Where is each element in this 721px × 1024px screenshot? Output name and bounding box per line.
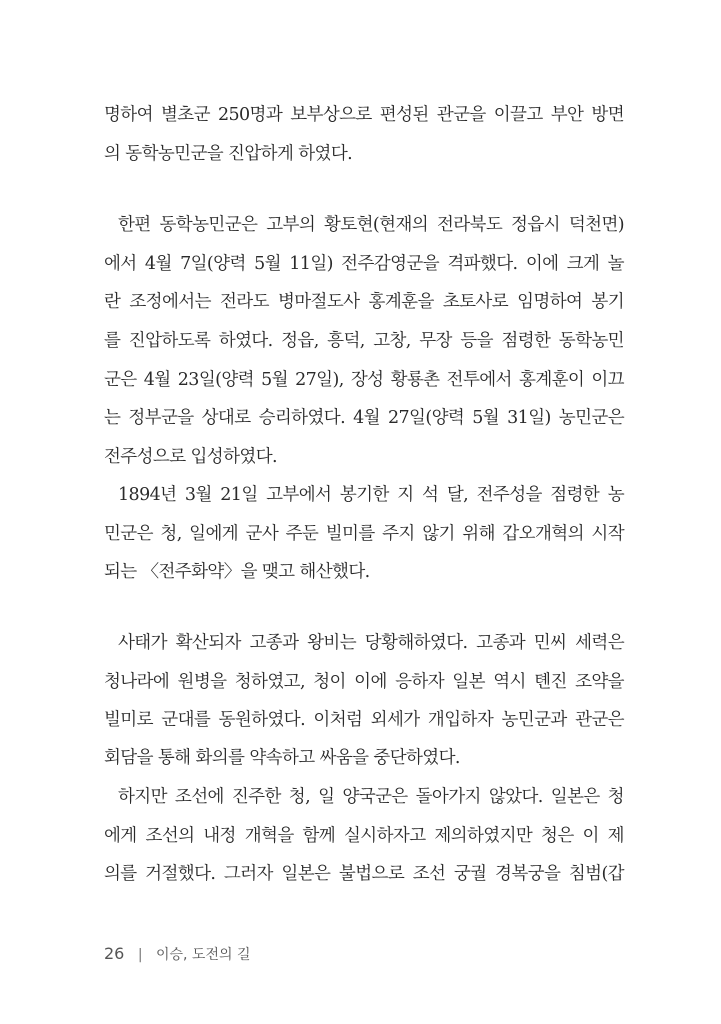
text-line: 명하여 별초군 250명과 보부상으로 편성된 관군을 이끌고 부안 방면 bbox=[104, 105, 624, 125]
text-line: 되는 〈전주화약〉을 맺고 해산했다. bbox=[104, 562, 370, 582]
text-line: 하지만 조선에 진주한 청, 일 양국군은 돌아가지 않았다. 일본은 청 bbox=[118, 787, 624, 807]
text-line: 에게 조선의 내정 개혁을 함께 실시하자고 제의하였지만 청은 이 제 bbox=[104, 826, 624, 846]
text-line: 군은 4월 23일(양력 5월 27일), 장성 황룡촌 전투에서 홍계훈이 이끄 bbox=[104, 370, 624, 390]
text-line: 를 진압하도록 하였다. 정읍, 흥덕, 고창, 무장 등을 점령한 동학농민 bbox=[104, 331, 624, 351]
text-line: 의를 거절했다. 그러자 일본은 불법으로 조선 궁궐 경복궁을 침범(갑 bbox=[104, 864, 624, 884]
text-line: 란 조정에서는 전라도 병마절도사 홍계훈을 초토사로 임명하여 봉기 bbox=[104, 292, 624, 312]
page-number: 26 bbox=[104, 944, 125, 963]
text-line: 청나라에 원병을 청하였고, 청이 이에 응하자 일본 역시 톈진 조약을 bbox=[104, 672, 624, 692]
text-line: 빌미로 군대를 동원하였다. 이처럼 외세가 개입하자 농민군과 관군은 bbox=[104, 710, 624, 730]
page-footer bbox=[104, 944, 250, 964]
text-line: 는 정부군을 상대로 승리하였다. 4월 27일(양력 5월 31일) 농민군은 bbox=[104, 408, 624, 428]
book-title: 이승, 도전의 길 bbox=[155, 947, 251, 963]
text-line: 1894년 3월 21일 고부에서 봉기한 지 석 달, 전주성을 점령한 농 bbox=[118, 485, 624, 505]
text-line: 의 동학농민군을 진압하게 하였다. bbox=[104, 144, 353, 164]
footer-separator: | bbox=[137, 947, 143, 963]
text-line: 사태가 확산되자 고종과 왕비는 당황해하였다. 고종과 민씨 세력은 bbox=[118, 633, 624, 653]
text-line: 회담을 통해 화의를 약속하고 싸움을 중단하였다. bbox=[104, 748, 460, 768]
text-line: 민군은 청, 일에게 군사 주둔 빌미를 주지 않기 위해 갑오개혁의 시작 bbox=[104, 524, 624, 544]
text-line: 에서 4월 7일(양력 5월 11일) 전주감영군을 격파했다. 이에 크게 놀 bbox=[104, 254, 624, 274]
text-line: 전주성으로 입성하였다. bbox=[104, 447, 277, 467]
text-line: 한편 동학농민군은 고부의 황토현(현재의 전라북도 정읍시 덕천면) bbox=[118, 215, 624, 235]
